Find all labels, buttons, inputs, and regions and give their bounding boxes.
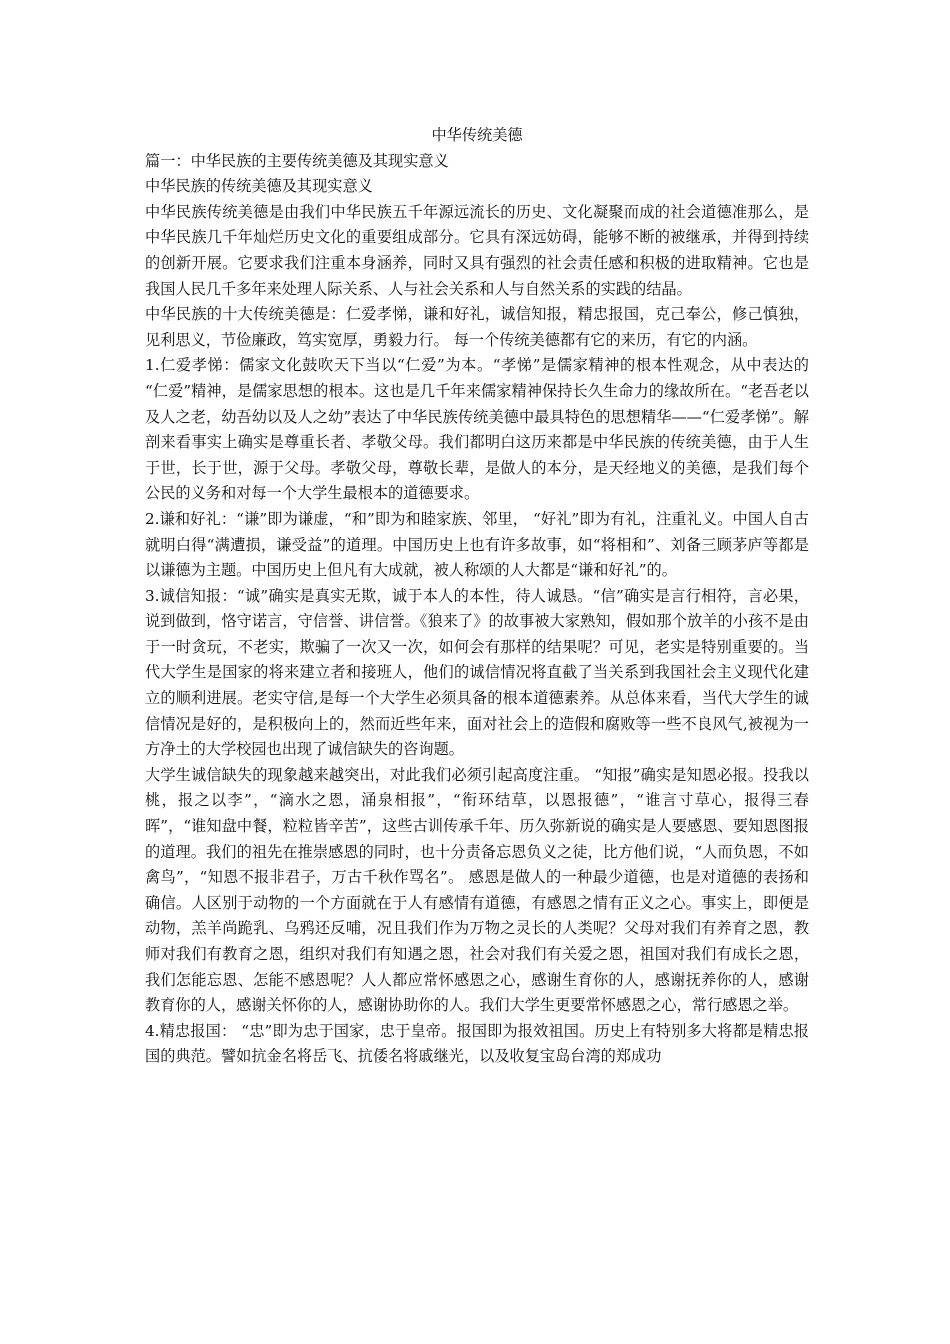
paragraph-virtue-2: 2.谦和好礼：“谦”即为谦虚，“和”即为和睦家族、邻里， “好礼”即为有礼，注重礼义。中国人自古就明白得“满遭损，谦受益”的道理。中国历史上也有许多故事，如“将相和”、刘备三顾茅庐等都是以谦德为主题。中国历史上但凡有大成就，被人称颂的人大都是“谦和好礼”的。 [145, 509, 809, 580]
paragraph-intro: 中华民族传统美德是由我们中华民族五千年源远流长的历史、文化凝聚而成的社会道德准那么，是中华民族几千年灿烂历史文化的重要组成部分。它具有深远妨碍，能够不断的被继承，并得到持续的创新开展。它要求我们注重本身涵养，同时又具有强烈的社会责任感和积极的进取精神。它也是我国人民几千多年来处理人际关系、人与社会关系和人与自然关系的实践的结晶。 [145, 202, 809, 298]
document-title: 中华传统美德 [431, 126, 523, 144]
paragraph-virtue-4: 4.精忠报国： “忠”即为忠于国家，忠于皇帝。报国即为报效祖国。历史上有特别多大将都是精忠报国的典范。譬如抗金名将岳飞、抗倭名将戚继光，以及收复宝岛台湾的郑成功 [145, 1021, 809, 1066]
paragraph-virtue-1: 1.仁爱孝悌：儒家文化鼓吹天下当以“仁爱”为本。“孝悌”是儒家精神的根本性观念，从中表达的 “仁爱”精神，是儒家思想的根本。这也是几千年来儒家精神保持长久生命力的缘故所在。“老吾老以及人之老，幼吾幼以及人之幼”表达了中华民族传统美德中最具特色的思想精华——“仁爱孝悌”。解剖来看事实上确实是尊重长者、孝敬父母。我们都明白这历来都是中华民族的传统美德，由于人生于世，长于世，源于父母。孝敬父母，尊敬长辈，是做人的本分，是天经地义的美德，是我们每个公民的义务和对每一个大学生最根本的道德要求。 [145, 356, 809, 503]
section-heading: 篇一：中华民族的主要传统美德及其现实意义 [145, 151, 449, 170]
paragraph-virtue-3: 3.诚信知报：“诚”确实是真实无欺，诚于本人的本性，待人诚恳。“信”确实是言行相符，言必果，说到做到，恪守诺言，守信誉、讲信誉。《狼来了》的故事被大家熟知，假如那个放羊的小孩不是由于一时贪玩，不老实，欺骗了一次又一次，如何会有那样的结果呢？可见，老实是特别重要的。当代大学生是国家的将来建立者和接班人，他们的诚信情况将直截了当关系到我国社会主义现代化建立的顺利进展。老实守信,是每一个大学生必须具备的根本道德素养。从总体来看，当代大学生的诚信情况是好的，是积极向上的，然而近些年来，面对社会上的造假和腐败等一些不良风气,被视为一方净土的大学校园也出现了诚信缺失的咨询题。 [145, 586, 809, 759]
document-page [145, 0, 809, 1070]
subheading: 中华民族的传统美德及其现实意义 [145, 177, 373, 196]
paragraph-ten-virtues: 中华民族的十大传统美德是：仁爱孝悌，谦和好礼，诚信知报，精忠报国，克己奉公，修己慎独，见利思义，节俭廉政，笃实宽厚，勇毅力行。 每一个传统美德都有它的来历，有它的内涵。 [145, 305, 809, 349]
paragraph-gratitude: 大学生诚信缺失的现象越来越突出，对此我们必须引起高度注重。 “知报”确实是知恩必报。投我以桃，报之以李”，“滴水之恩，涌泉相报”，“衔环结草，以恩报德”，“谁言寸草心，报得三春晖”，“谁知盘中餐，粒粒皆辛苦”，这些古训传承千年、历久弥新说的确实是人要感恩、要知恩图报的道理。我们的祖先在推崇感恩的同时，也十分责备忘恩负义之徒，比方他们说，“人而负恩，不如禽鸟”，“知恩不报非君子，万古千秋作骂名”。 感恩是做人的一种最少道德，也是对道德的表扬和确信。人区别于动物的一个方面就在于人有感情有道德，有感恩之情有正义之心。事实上，即便是动物，羔羊尚跪乳、乌鸦还反哺，况且我们作为万物之灵长的人类呢？父母对我们有养育之恩，教师对我们有教育之恩，组织对我们有知遇之恩，社会对我们有关爱之恩，祖国对我们有成长之恩，我们怎能忘恩、怎能不感恩呢？人人都应常怀感恩之心，感谢生育你的人，感谢抚养你的人，感谢教育你的人，感谢关怀你的人，感谢协助你的人。我们大学生更要常怀感恩之心，常行感恩之举。 [145, 765, 809, 1015]
